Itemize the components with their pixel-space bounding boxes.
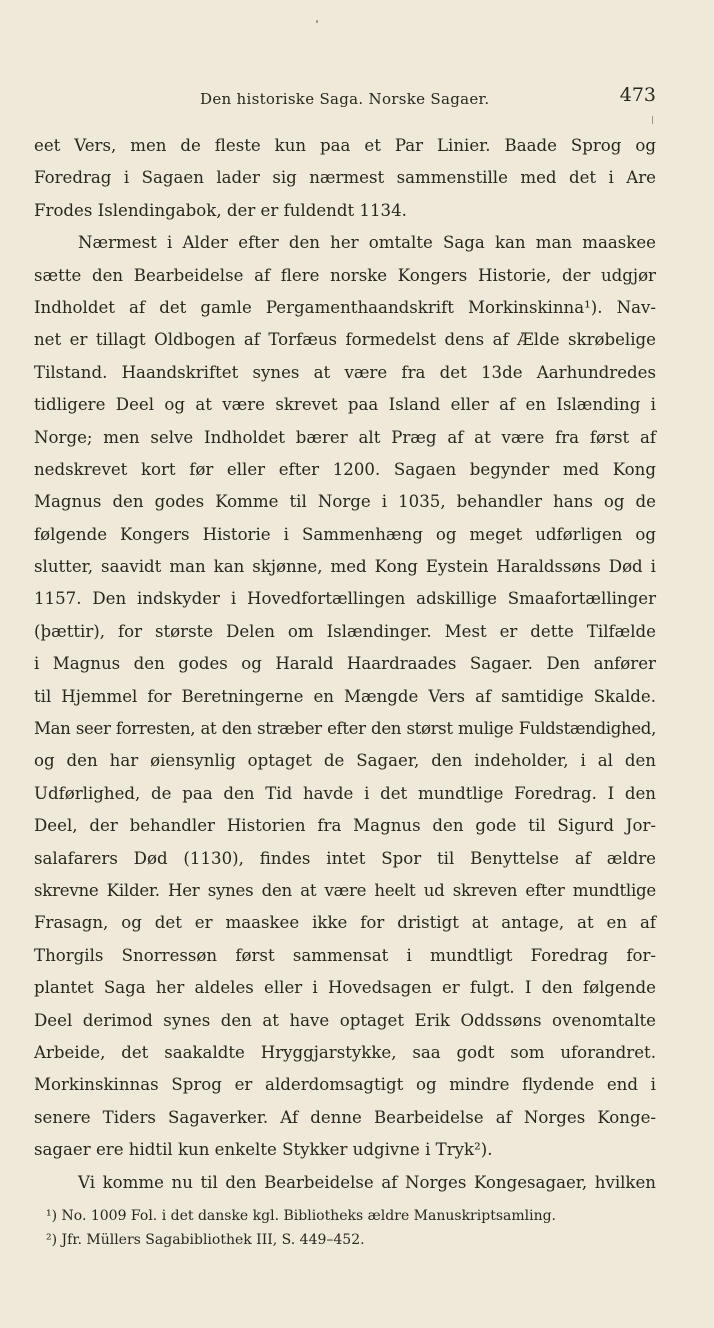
running-head: Den historiske Saga. Norske Sagaer. xyxy=(200,90,490,108)
text-line: Magnus den godes Komme til Norge i 1035, behandler hans og de xyxy=(34,492,656,512)
text-line: sætte den Bearbeidelse af flere norske Kongers Historie, der udgjør xyxy=(34,265,656,285)
body-text xyxy=(34,130,656,1199)
text-line: Man seer forresten, at den stræber efter den størst mulige Fuldstændighed, xyxy=(34,719,656,739)
text-line: Morkinskinnas Sprog er alderdomsagtigt og mindre flydende end i xyxy=(34,1075,656,1095)
text-line: Frodes Islendingabok, der er fuldendt 1134. xyxy=(34,200,407,220)
footnotes xyxy=(34,1204,656,1252)
text-line: Indholdet af det gamle Pergamenthaandskrift Morkinskinna¹). Nav- xyxy=(34,297,656,317)
page-number: 473 xyxy=(619,84,656,106)
text-line: Udførlighed, de paa den Tid havde i det mundtlige Foredrag. I den xyxy=(34,783,656,803)
text-line: nedskrevet kort før eller efter 1200. Sagaen begynder med Kong xyxy=(34,459,656,479)
text-line: Vi komme nu til den Bearbeidelse af Norges Kongesagaer, hvilken xyxy=(78,1172,656,1192)
text-line: sagaer ere hidtil kun enkelte Stykker udgivne i Tryk²). xyxy=(34,1140,493,1160)
text-line: og den har øiensynlig optaget de Sagaer, den indeholder, i al den xyxy=(34,751,656,771)
text-line: Nærmest i Alder efter den her omtalte Saga kan man maaskee xyxy=(78,233,656,253)
text-line: plantet Saga her aldeles eller i Hovedsagen er fulgt. I den følgende xyxy=(34,978,656,998)
text-line: Arbeide, det saakaldte Hryggjarstykke, saa godt som uforandret. xyxy=(34,1042,656,1062)
text-line: salafarers Død (1130), findes intet Spor til Benyttelse af ældre xyxy=(34,848,656,868)
text-line: tidligere Deel og at være skrevet paa Island eller af en Islænding i xyxy=(34,395,656,415)
text-line: følgende Kongers Historie i Sammenhæng og meget udførligen og xyxy=(34,524,656,544)
text-line: Frasagn, og det er maaskee ikke for dristigt at antage, at en af xyxy=(34,913,656,933)
text-line: Foredrag i Sagaen lader sig nærmest sammenstille med det i Are xyxy=(34,168,656,188)
text-line: Deel derimod synes den at have optaget Erik Oddssøns ovenomtalte xyxy=(34,1010,656,1030)
footnote-1: ¹) No. 1009 Fol. i det danske kgl. Bibliotheks ældre Manuskriptsamling. xyxy=(46,1208,557,1224)
text-line: Norge; men selve Indholdet bærer alt Præg af at være fra først af xyxy=(34,427,656,447)
text-line: eet Vers, men de fleste kun paa et Par Linier. Baade Sprog og xyxy=(34,136,656,155)
text-line: Deel, der behandler Historien fra Magnus den gode til Sigurd Jor- xyxy=(34,816,656,836)
text-line: skrevne Kilder. Her synes den at være heelt ud skreven efter mundtlige xyxy=(34,880,656,900)
page-header xyxy=(200,84,660,114)
text-line: Tilstand. Haandskriftet synes at være fra det 13de Aarhundredes xyxy=(34,362,656,382)
paper-speck xyxy=(316,20,318,23)
text-line: til Hjemmel for Beretningerne en Mængde Vers af samtidige Skalde. xyxy=(34,686,656,706)
text-line: net er tillagt Oldbogen af Torfæus formedelst dens af Ælde skrøbelige xyxy=(34,330,656,350)
footnote-2: ²) Jfr. Müllers Sagabibliothek III, S. 449–452. xyxy=(46,1232,365,1248)
text-line: (þættir), for største Delen om Islændinger. Mest er dette Tilfælde xyxy=(34,621,656,641)
paper-speck xyxy=(652,116,653,124)
text-line: slutter, saavidt man kan skjønne, med Kong Eystein Haraldssøns Død i xyxy=(34,557,656,577)
text-line: Thorgils Snorressøn først sammensat i mundtligt Foredrag for- xyxy=(34,945,656,965)
text-line: i Magnus den godes og Harald Haardraades Sagaer. Den anfører xyxy=(34,654,656,674)
text-line: 1157. Den indskyder i Hovedfortællingen adskillige Smaafortællinger xyxy=(34,589,656,609)
text-line: senere Tiders Sagaverker. Af denne Bearbeidelse af Norges Konge- xyxy=(34,1107,656,1127)
